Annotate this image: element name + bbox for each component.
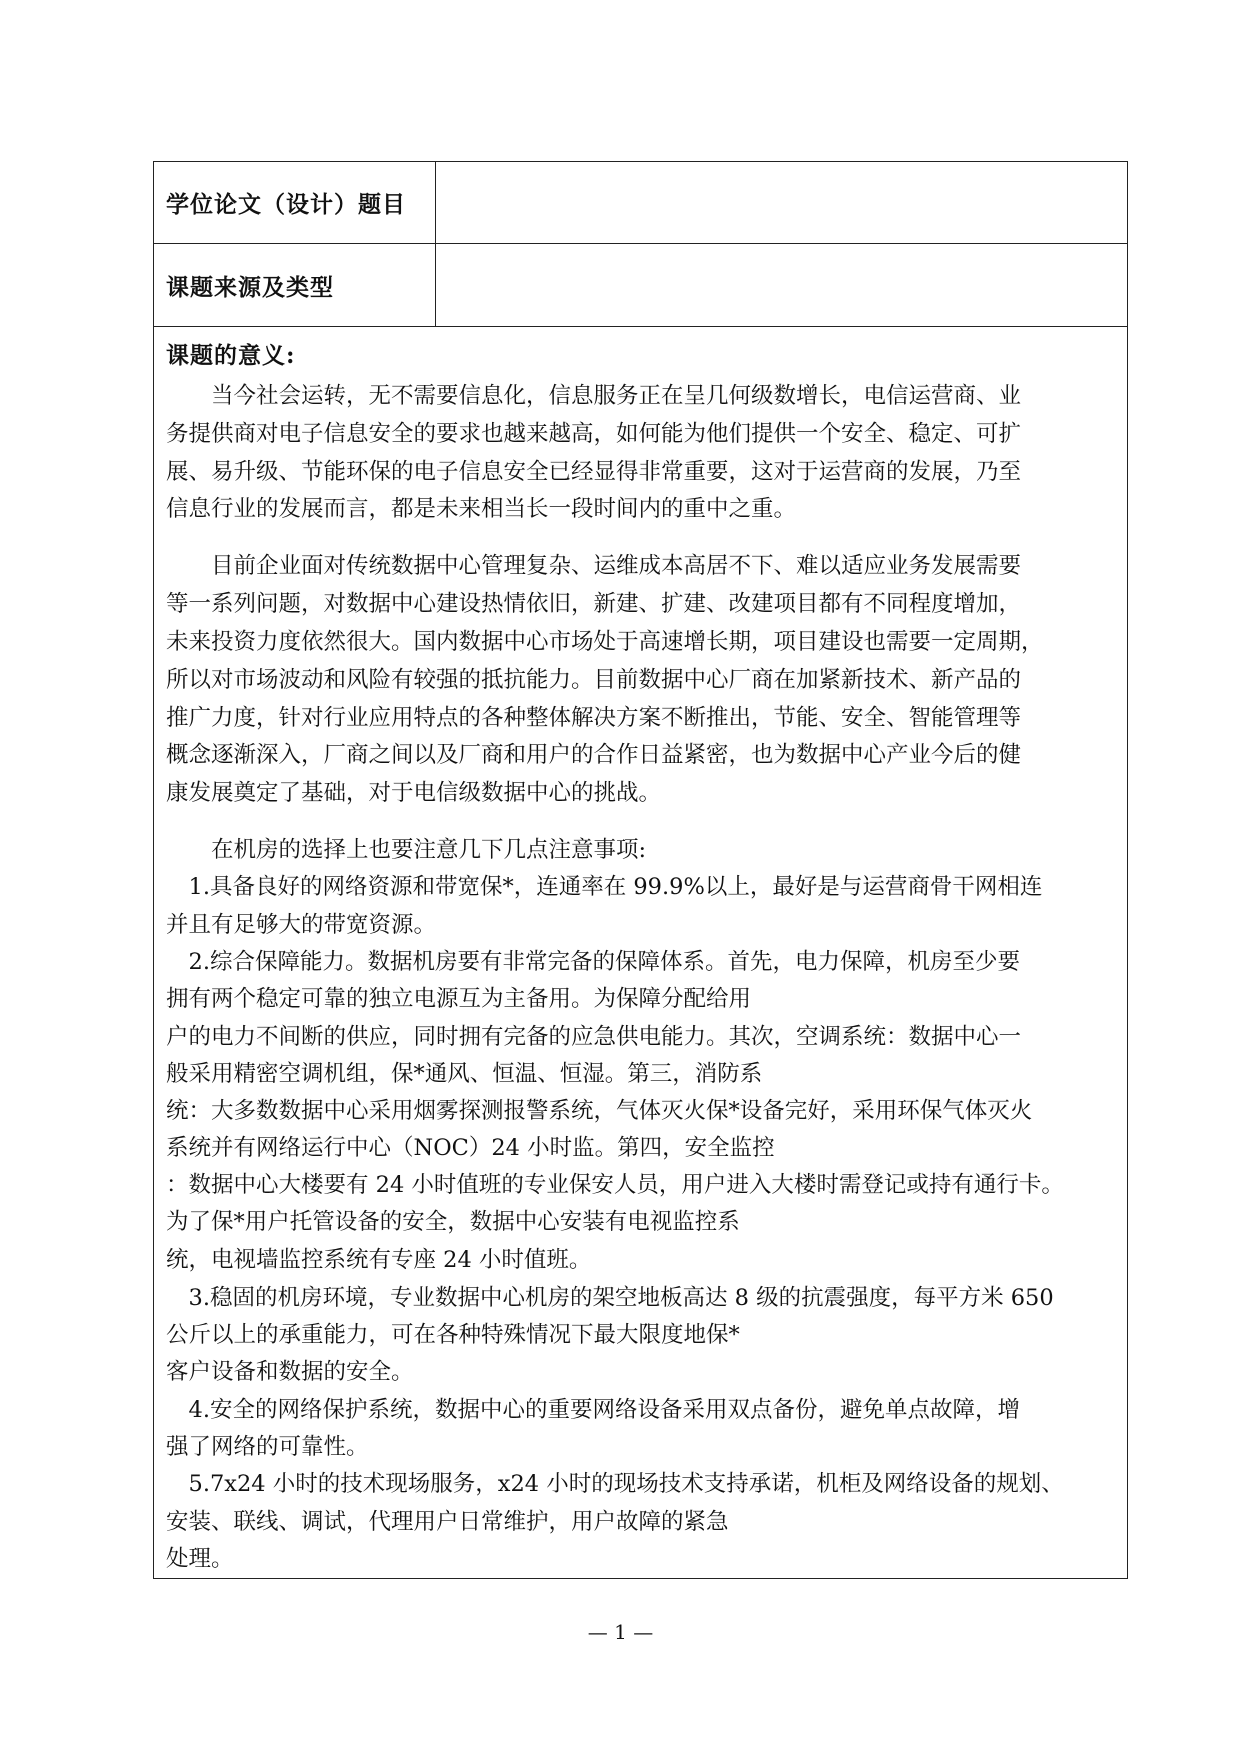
body-text-line: 3.稳固的机房环境，专业数据中心机房的架空地板高达 8 级的抗震强度，每平方米 650 [166, 1285, 1054, 1311]
body-text-line: 务提供商对电子信息安全的要求也越来越高，如何能为他们提供一个安全、稳定、可扩 [166, 421, 1022, 447]
body-text-line: 5.7x24 小时的技术现场服务，x24 小时的现场技术支持承诺，机柜及网络设备的规划、 [166, 1471, 1064, 1497]
body-text-line: 处理。 [166, 1546, 234, 1572]
topic-source-value [436, 244, 1127, 326]
body-text-line: 系统并有网络运行中心（NOC）24 小时监。第四，安全监控 [166, 1135, 775, 1161]
thesis-title-label: 学位论文（设计）题目 [154, 162, 436, 243]
body-text-line: 强了网络的可靠性。 [166, 1434, 369, 1460]
body-text-line: 康发展奠定了基础，对于电信级数据中心的挑战。 [166, 780, 662, 806]
body-text-line: 客户设备和数据的安全。 [166, 1359, 414, 1385]
body-text-line: 在机房的选择上也要注意几下几点注意事项: [166, 837, 647, 863]
significance-heading: 课题的意义: [166, 342, 296, 369]
body-text-line: 2.综合保障能力。数据机房要有非常完备的保障体系。首先，电力保障，机房至少要 [166, 949, 1020, 975]
body-text-line: 般采用精密空调机组，保*通风、恒温、恒湿。第三，消防系 [166, 1061, 763, 1087]
body-text-line: ：数据中心大楼要有 24 小时值班的专业保安人员，用户进入大楼时需登记或持有通行卡。 [166, 1172, 1064, 1198]
body-text-line: 户的电力不间断的供应，同时拥有完备的应急供电能力。其次，空调系统：数据中心一 [166, 1024, 1022, 1050]
body-text-line: 展、易升级、节能环保的电子信息安全已经显得非常重要，这对于运营商的发展，乃至 [166, 459, 1022, 485]
body-text-line: 等一系列问题，对数据中心建设热情依旧，新建、扩建、改建项目都有不同程度增加， [166, 591, 1022, 617]
body-text-line: 统，电视墙监控系统有专座 24 小时值班。 [166, 1247, 592, 1273]
body-text-line: 安装、联线、调试，代理用户日常维护，用户故障的紧急 [166, 1509, 729, 1535]
body-text-line: 概念逐渐深入，厂商之间以及厂商和用户的合作日益紧密，也为数据中心产业今后的健 [166, 742, 1022, 768]
body-text-line: 公斤以上的承重能力，可在各种特殊情况下最大限度地保* [166, 1322, 740, 1348]
body-text-line: 信息行业的发展而言，都是未来相当长一段时间内的重中之重。 [166, 496, 797, 522]
thesis-title-row [154, 162, 1127, 244]
body-text-line: 推广力度，针对行业应用特点的各种整体解决方案不断推出，节能、安全、智能管理等 [166, 705, 1022, 731]
body-text-line: 当今社会运转，无不需要信息化，信息服务正在呈几何级数增长，电信运营商、业 [166, 383, 1022, 409]
body-text-line: 1.具备良好的网络资源和带宽保*，连通率在 99.9%以上，最好是与运营商骨干网相连 [166, 874, 1043, 900]
body-text-line: 统：大多数数据中心采用烟雾探测报警系统，气体灭火保*设备完好，采用环保气体灭火 [166, 1098, 1033, 1124]
topic-source-row [154, 244, 1127, 327]
thesis-title-value [436, 162, 1127, 243]
body-text-line: 未来投资力度依然很大。国内数据中心市场处于高速增长期，项目建设也需要一定周期， [166, 629, 1044, 655]
proposal-form-table [153, 161, 1128, 1579]
significance-cell [154, 327, 1127, 1578]
body-text-line: 所以对市场波动和风险有较强的抵抗能力。目前数据中心厂商在加紧新技术、新产品的 [166, 667, 1022, 693]
body-text-line: 4.安全的网络保护系统，数据中心的重要网络设备采用双点备份，避免单点故障，增 [166, 1397, 1020, 1423]
page-number: — 1 — [587, 1620, 654, 1644]
body-text-line: 为了保*用户托管设备的安全，数据中心安装有电视监控系 [166, 1209, 740, 1235]
body-text-line: 并且有足够大的带宽资源。 [166, 912, 437, 938]
body-text-line: 拥有两个稳定可靠的独立电源互为主备用。为保障分配给用 [166, 986, 752, 1012]
topic-source-label: 课题来源及类型 [154, 244, 436, 326]
body-text-line: 目前企业面对传统数据中心管理复杂、运维成本高居不下、难以适应业务发展需要 [166, 553, 1022, 579]
